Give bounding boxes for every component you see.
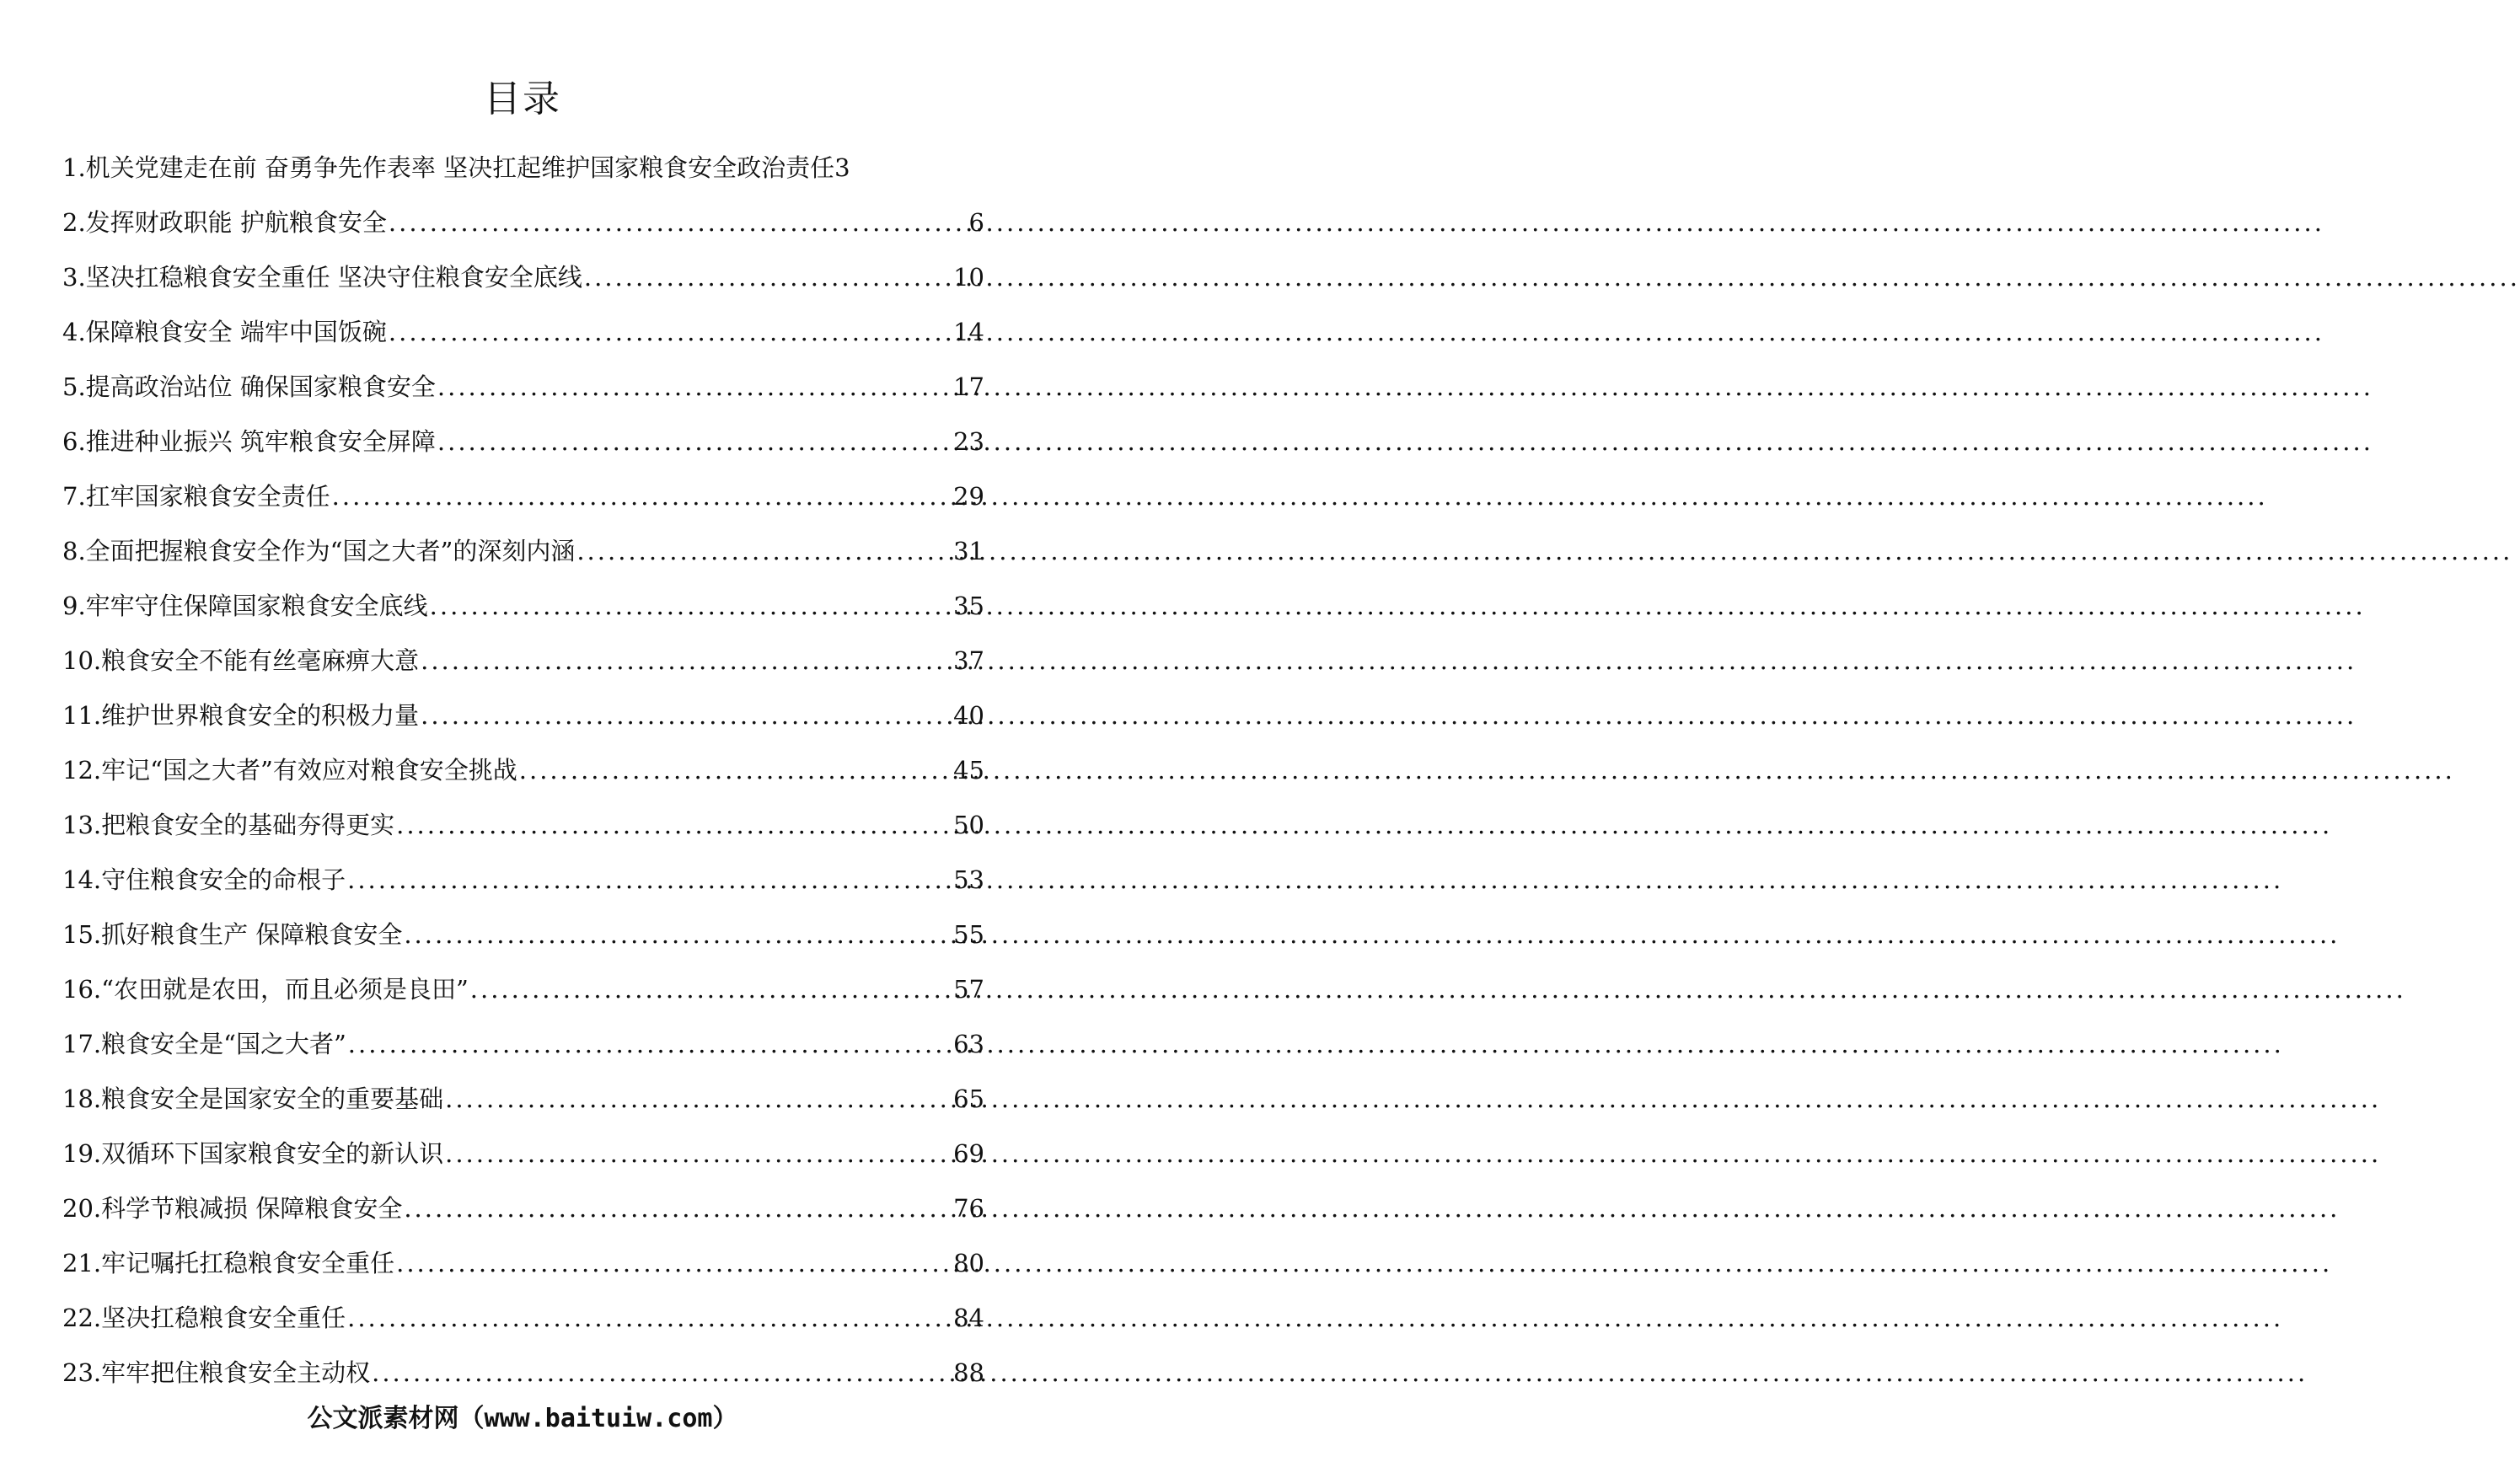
toc-entry-title: 17.粮食安全是“国之大者” bbox=[62, 1030, 346, 1058]
toc-entry-title: 10.粮食安全不能有丝毫麻痹大意 bbox=[62, 646, 420, 675]
toc-entry-title: 4.保障粮食安全 端牢中国饭碗 bbox=[62, 318, 387, 346]
toc-entry[interactable] bbox=[62, 951, 984, 1006]
toc-entry-page-number: 17 bbox=[953, 372, 984, 401]
toc-entry-page-number: 53 bbox=[953, 865, 984, 894]
toc-entry-title: 22.坚决扛稳粮食安全重任 bbox=[62, 1304, 346, 1332]
toc-entry-title: 12.牢记“国之大者”有效应对粮食安全挑战 bbox=[62, 756, 517, 785]
toc-entry-title: 3.坚决扛稳粮食安全重任 坚决守住粮食安全底线 bbox=[62, 263, 582, 292]
toc-entry[interactable] bbox=[62, 677, 984, 732]
toc-dot-leader bbox=[389, 206, 968, 239]
toc-dot-leader bbox=[445, 1082, 952, 1116]
toc-entry-title: 1.机关党建走在前 奋勇争先作表率 坚决扛起维护国家粮食安全政治责任 bbox=[62, 153, 835, 182]
toc-entry[interactable] bbox=[62, 1335, 984, 1390]
toc-dot-leader bbox=[445, 1137, 952, 1170]
toc-entry-page-number: 6 bbox=[968, 208, 984, 237]
toc-entry[interactable] bbox=[62, 294, 984, 349]
toc-entry-title: 9.牢牢守住保障国家粮食安全底线 bbox=[62, 592, 428, 620]
toc-dot-leader bbox=[332, 479, 952, 513]
toc-dot-leader bbox=[421, 699, 952, 732]
toc-dot-leader bbox=[470, 972, 952, 1006]
toc-entry[interactable] bbox=[62, 1006, 984, 1061]
toc-entry[interactable] bbox=[62, 1225, 984, 1280]
toc-entry[interactable] bbox=[62, 513, 984, 568]
toc-entry-page-number: 65 bbox=[953, 1084, 984, 1113]
toc-entry-page-number: 84 bbox=[953, 1304, 984, 1332]
toc-entry-title: 20.科学节粮减损 保障粮食安全 bbox=[62, 1194, 403, 1223]
toc-dot-leader bbox=[396, 808, 952, 842]
toc-entry-page-number: 88 bbox=[953, 1358, 984, 1387]
toc-entry-page-number: 23 bbox=[953, 427, 984, 456]
toc-entry-title: 23.牢牢把住粮食安全主动权 bbox=[62, 1358, 371, 1387]
toc-dot-leader bbox=[519, 753, 952, 787]
toc-entry-title: 15.抓好粮食生产 保障粮食安全 bbox=[62, 920, 403, 949]
toc-entry-page-number: 45 bbox=[953, 756, 984, 785]
toc-entry[interactable] bbox=[62, 1116, 984, 1170]
toc-entry-page-number: 63 bbox=[953, 1030, 984, 1058]
toc-dot-leader bbox=[430, 589, 952, 623]
toc-entry-title: 8.全面把握粮食安全作为“国之大者”的深刻内涵 bbox=[62, 537, 576, 565]
toc-dot-leader bbox=[437, 370, 952, 404]
toc-entry-page-number: 55 bbox=[953, 920, 984, 949]
toc-entry-page-number: 40 bbox=[953, 701, 984, 730]
toc-entry[interactable] bbox=[62, 130, 984, 185]
toc-dot-leader bbox=[584, 260, 952, 294]
toc-entry-title: 7.扛牢国家粮食安全责任 bbox=[62, 482, 330, 511]
toc-entry-title: 5.提高政治站位 确保国家粮食安全 bbox=[62, 372, 436, 401]
toc-entry-title: 13.把粮食安全的基础夯得更实 bbox=[62, 811, 395, 839]
footer-source: 公文派素材网（www.baituiw.com） bbox=[307, 1404, 738, 1433]
toc-dot-leader bbox=[348, 1027, 952, 1061]
toc-dot-leader bbox=[396, 1246, 952, 1280]
toc-dot-leader bbox=[421, 644, 952, 677]
toc-entry-title: 14.守住粮食安全的命根子 bbox=[62, 865, 346, 894]
toc-entry-title: 2.发挥财政职能 护航粮食安全 bbox=[62, 208, 387, 237]
toc-entry[interactable] bbox=[62, 897, 984, 951]
toc-entry-title: 6.推进种业振兴 筑牢粮食安全屏障 bbox=[62, 427, 436, 456]
toc-entry[interactable] bbox=[62, 349, 984, 404]
toc-entry-title: 18.粮食安全是国家安全的重要基础 bbox=[62, 1084, 444, 1113]
toc-entry[interactable] bbox=[62, 1280, 984, 1335]
toc-entry-page-number: 31 bbox=[953, 537, 984, 565]
toc-dot-leader bbox=[372, 1356, 952, 1390]
toc-entry-page-number: 57 bbox=[953, 975, 984, 1004]
toc-entry-page-number: 69 bbox=[953, 1139, 984, 1168]
toc-entry[interactable] bbox=[62, 185, 984, 239]
toc-entry[interactable] bbox=[62, 732, 984, 787]
toc-entry-page-number: 14 bbox=[953, 318, 984, 346]
toc-entry-page-number: 80 bbox=[953, 1249, 984, 1277]
toc-dot-leader bbox=[437, 425, 952, 458]
toc-entry-page-number: 29 bbox=[953, 482, 984, 511]
toc-entry[interactable] bbox=[62, 1061, 984, 1116]
toc-entry[interactable] bbox=[62, 404, 984, 458]
page-title: 目录 bbox=[484, 78, 561, 120]
toc-entry-title: 16.“农田就是农田，而且必须是良田” bbox=[62, 975, 469, 1004]
toc-entry[interactable] bbox=[62, 842, 984, 897]
toc-entry-page-number: 50 bbox=[953, 811, 984, 839]
toc-entry-page-number: 10 bbox=[953, 263, 984, 292]
toc-entry[interactable] bbox=[62, 1170, 984, 1225]
toc-dot-leader bbox=[389, 315, 952, 349]
toc-dot-leader bbox=[347, 1301, 952, 1335]
toc-entry-title: 19.双循环下国家粮食安全的新认识 bbox=[62, 1139, 444, 1168]
toc-entry-title: 11.维护世界粮食安全的积极力量 bbox=[62, 701, 420, 730]
toc-entry[interactable] bbox=[62, 239, 984, 294]
toc-entry-title: 21.牢记嘱托扛稳粮食安全重任 bbox=[62, 1249, 395, 1277]
toc-dot-leader bbox=[576, 534, 952, 568]
toc-entry[interactable] bbox=[62, 568, 984, 623]
toc-dot-leader bbox=[347, 863, 952, 897]
toc-dot-leader bbox=[404, 1192, 952, 1225]
toc-entry[interactable] bbox=[62, 787, 984, 842]
toc-entry[interactable] bbox=[62, 623, 984, 677]
toc-entry-page-number: 3 bbox=[834, 153, 850, 182]
toc-entry[interactable] bbox=[62, 458, 984, 513]
table-of-contents bbox=[62, 130, 984, 1390]
toc-entry-page-number: 37 bbox=[953, 646, 984, 675]
toc-dot-leader bbox=[404, 918, 952, 951]
toc-entry-page-number: 35 bbox=[953, 592, 984, 620]
toc-entry-page-number: 76 bbox=[953, 1194, 984, 1223]
